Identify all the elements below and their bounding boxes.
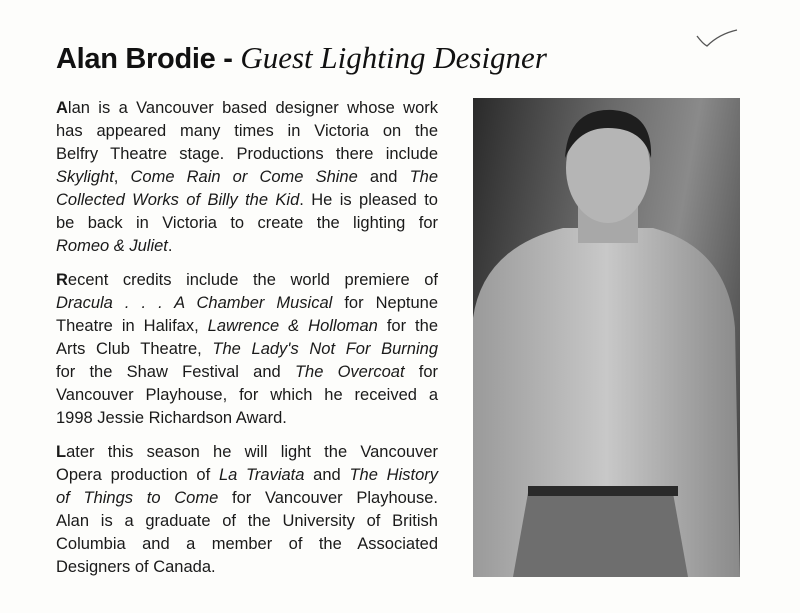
text-run: Belfry Theatre stage. Productions there include [56, 145, 438, 163]
text-line [56, 212, 438, 235]
text-line [56, 292, 438, 315]
work-title: The Overcoat [294, 363, 405, 381]
text-line [56, 556, 438, 579]
text-run: ecent credits include the world premiere of [67, 271, 438, 289]
text-run: ater this season he will light the Vancouver [66, 443, 438, 461]
text-line [56, 487, 438, 510]
text-run: Arts Club Theatre, [56, 340, 213, 358]
text-run: Theatre in Halifax, [56, 317, 208, 335]
text-run: be back in Victoria to create the lighting for [56, 214, 438, 232]
text-line [56, 189, 438, 212]
work-title: Lawrence & Holloman [207, 317, 378, 335]
text-run: for Neptune [332, 294, 438, 312]
text-run: for the [377, 317, 438, 335]
text-run: Vancouver Playhouse, for which he received a [56, 386, 438, 404]
initial-letter: L [56, 443, 67, 461]
portrait-figure [473, 98, 740, 577]
text-line [56, 533, 438, 556]
text-run: for the Shaw Festival and [56, 363, 295, 381]
text-run: lan is a Vancouver based designer whose work [67, 99, 438, 117]
text-run: , [113, 168, 131, 186]
work-title: Skylight [56, 168, 114, 186]
text-run: has appeared many times in Victoria on the [56, 122, 438, 140]
text-run: Alan is a graduate of the University of British [56, 512, 438, 530]
text-run: 1998 Jessie Richardson Award. [56, 409, 287, 427]
text-run: Designers of Canada. [56, 558, 216, 576]
text-run: and [357, 168, 410, 186]
work-title: The Lady's Not For Burning [212, 340, 438, 358]
initial-letter: A [56, 99, 68, 117]
bio-paragraph [56, 269, 438, 430]
text-line [56, 166, 438, 189]
text-line [56, 97, 438, 120]
text-line [56, 407, 438, 430]
page-title [56, 40, 547, 76]
biography [56, 97, 438, 590]
text-run: and [304, 466, 350, 484]
designer-role: Guest Lighting Designer [240, 40, 547, 75]
bio-paragraph [56, 441, 438, 579]
work-title: La Traviata [218, 466, 305, 484]
text-line [56, 269, 438, 292]
text-line [56, 120, 438, 143]
text-line [56, 361, 438, 384]
text-line [56, 338, 438, 361]
work-title: Dracula . . . A Chamber Musical [56, 294, 333, 312]
text-line [56, 510, 438, 533]
checkmark-icon [695, 28, 740, 50]
text-line [56, 235, 438, 258]
text-run: Columbia and a member of the Associated [56, 535, 438, 553]
text-line [56, 441, 438, 464]
work-title: Come Rain or Come Shine [130, 168, 358, 186]
text-run: . [167, 237, 173, 255]
text-line [56, 315, 438, 338]
text-run: for Vancouver Playhouse. [218, 489, 438, 507]
work-title: The [409, 168, 438, 186]
portrait-photo [473, 98, 740, 577]
text-run: Opera production of [56, 466, 219, 484]
bio-paragraph [56, 97, 438, 258]
text-line [56, 464, 438, 487]
work-title: of Things to Come [56, 489, 219, 507]
designer-name: Alan Brodie - [56, 43, 241, 75]
work-title: The History [349, 466, 438, 484]
text-run: for [404, 363, 439, 381]
text-line [56, 143, 438, 166]
initial-letter: R [56, 271, 68, 289]
work-title: Romeo & Juliet [56, 237, 168, 255]
text-run: . He is pleased to [299, 191, 438, 209]
work-title: Collected Works of Billy the Kid [56, 191, 300, 209]
text-line [56, 384, 438, 407]
